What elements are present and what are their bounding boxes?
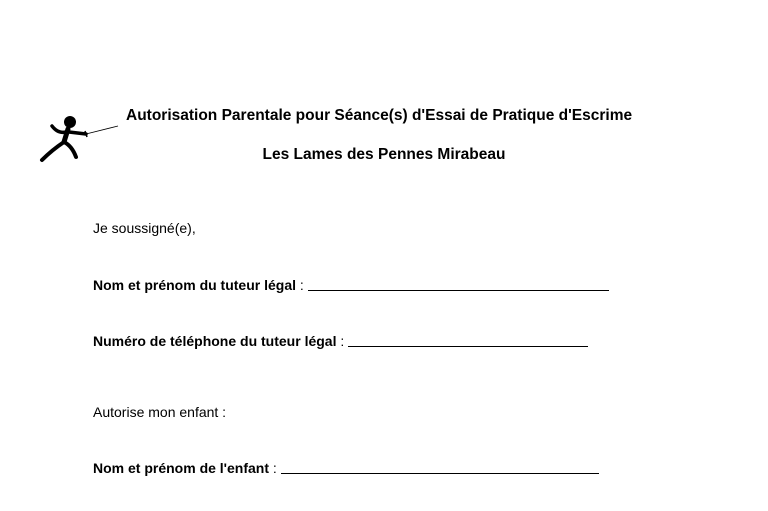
intro-line	[93, 220, 196, 236]
guardian-phone-row	[93, 333, 588, 349]
club-name: Les Lames des Pennes Mirabeau	[262, 146, 506, 163]
guardian-phone-label: Numéro de téléphone du tuteur légal	[93, 333, 337, 349]
child-name-label: Nom et prénom de l'enfant	[93, 460, 270, 476]
intro-text: Je soussigné(e),	[93, 220, 196, 236]
child-name-field[interactable]	[281, 472, 599, 474]
guardian-name-row	[93, 277, 609, 293]
guardian-name-label: Nom et prénom du tuteur légal	[93, 277, 297, 293]
child-name-row	[93, 460, 599, 476]
authorize-text: Autorise mon enfant :	[93, 404, 227, 420]
child-name-separator: :	[269, 460, 281, 476]
document-title: Autorisation Parentale pour Séance(s) d'Essai de Pratique d'Escrime	[126, 107, 633, 124]
guardian-phone-field[interactable]	[348, 345, 588, 347]
guardian-name-separator: :	[296, 277, 308, 293]
guardian-name-field[interactable]	[308, 289, 609, 291]
authorize-line	[93, 404, 226, 420]
guardian-phone-separator: :	[336, 333, 349, 349]
